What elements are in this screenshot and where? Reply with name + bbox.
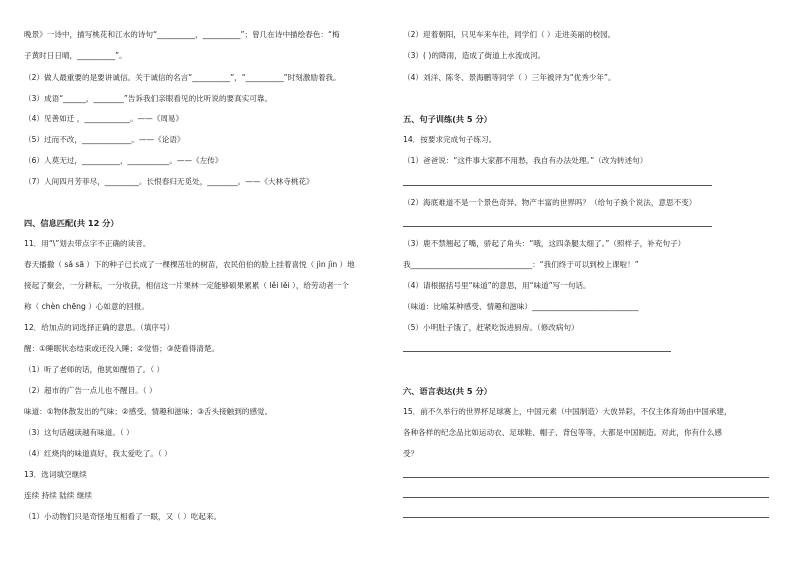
answer-line[interactable] bbox=[403, 185, 712, 186]
text-line: （5）过而不改，_____________。——《论语》 bbox=[24, 135, 185, 144]
text-line: （2）海底难道不是一个景色奇异、物产丰富的世界吗？（给句子换个说法，意思不变） bbox=[403, 198, 697, 207]
text-line: 子黄时日日晴，__________”。 bbox=[24, 51, 127, 60]
text-line: （1）爸爸说：“这件事大家都不用愁，我自有办法处理。”（改为转述句） bbox=[403, 156, 648, 165]
text-line: （4）请根据括号里“味道”的意思，用“味道”写一句话。 bbox=[403, 281, 591, 290]
section-heading: 六、语言表达(共 5 分） bbox=[403, 386, 492, 396]
text-line: （3）鹿不禁翘起了嘴，骄起了角头：“哦，这四条腿太细了。”（照样子，补充句子） bbox=[403, 239, 686, 248]
text-line: （1）小动物们只是奇怪地互相看了一眼，又（ ）吃起来。 bbox=[24, 512, 222, 521]
text-line: （3）这句话越读越有味道。（ ） bbox=[24, 428, 134, 437]
text-line: （2）做人最重要的是要讲诚信。关于诚信的名言“__________”，“__________”时刻激励着我。 bbox=[24, 73, 341, 82]
text-line: 各种各样的纪念品比如运动衣、足球鞋、帽子、背包等等，大都是中国制造。对此，你有什么感 bbox=[403, 428, 722, 437]
text-line: 受？ bbox=[403, 449, 419, 458]
text-line: （5）小明肚子饿了，赶紧吃饭进厨房。（修改病句） bbox=[403, 323, 579, 332]
text-line: （3）成语“______，________”告诉我们亲眼看见的比听说的要真实可靠。 bbox=[24, 94, 273, 103]
word-choices: 连续 持续 陆续 继续 bbox=[24, 491, 92, 500]
text-line: 春天播撒（ sǎ sā ）下的种子已长成了一棵棵茁壮的树苗，农民伯伯的脸上挂着喜悦（ jìn jìn ）地 bbox=[24, 260, 355, 269]
text-line: 我________________________________：“我们终于可以到校上课啦！” bbox=[403, 260, 639, 269]
text-line: （7）人间四月芳菲尽，_________。长恨春归无觅处，________。——《大林寺桃花》 bbox=[24, 177, 314, 186]
text-line: 称（ chèn chēng ）心如意的回报。 bbox=[24, 302, 149, 311]
text-line: 醒：①睡眠状态结束或还没入睡；②觉悟；③使看得清楚。 bbox=[24, 344, 220, 353]
answer-line[interactable] bbox=[403, 226, 712, 227]
answer-line[interactable] bbox=[403, 497, 769, 498]
text-line: （2）超市的广告一点儿也不醒目。（ ） bbox=[24, 386, 157, 395]
text-line: （味道：比喻某种感受、情趣和滋味）____________________________ bbox=[403, 302, 639, 311]
text-line: （6）人莫无过，__________，___________。——《左传》 bbox=[24, 156, 223, 165]
text-line: （3）( )的降雨，造成了街道上水流成河。 bbox=[403, 51, 546, 60]
text-line: 接起了聚会，一分耕耘，一分收获，相信这一片果林一定能够硕果累累（ lěi lěi ），给劳动者一个 bbox=[24, 281, 349, 290]
text-line: （1）听了老师的话，他犹如醒悟了。（ ） bbox=[24, 365, 165, 374]
question-title: 11．用“\”划去带点字不正确的读音。 bbox=[24, 239, 151, 248]
text-line: 晚景》一诗中，描写桃花和江水的诗句“__________，__________”；曾几在诗中描绘春色：“梅 bbox=[24, 30, 340, 39]
answer-line[interactable] bbox=[403, 477, 769, 478]
section-heading: 四、信息匹配(共 12 分） bbox=[24, 218, 119, 228]
section-heading: 五、句子训练(共 5 分） bbox=[403, 114, 492, 124]
text-line: （4）刘洋、陈冬、景海鹏等同学（ ）三年被评为“优秀少年”。 bbox=[403, 73, 616, 82]
question-title: 12．给加点的词选择正确的意思。（填序号） bbox=[24, 323, 175, 332]
answer-line[interactable] bbox=[403, 517, 769, 518]
text-line: （2）迎着朝阳，只见车来车往，同学们（ ）走进美丽的校园。 bbox=[403, 30, 616, 39]
answer-line[interactable] bbox=[403, 351, 671, 352]
question-title: 15．前不久举行的世界杯足球赛上，中国元素（中国制造）大放异彩，不仅主体育场由中国承建， bbox=[403, 407, 732, 416]
text-line: （4）红烧肉的味道真好，我太爱吃了。（ ） bbox=[24, 449, 172, 458]
question-title: 14．按要求完成句子练习。 bbox=[403, 135, 497, 144]
text-line: （4）见善如迁 ，____________。——《周易》 bbox=[24, 114, 184, 123]
question-title: 13．选词填空继续 bbox=[24, 470, 87, 479]
text-line: 味道：①物体散发出的气味；②感受、情趣和滋味；③舌头接触到的感觉。 bbox=[24, 407, 273, 416]
